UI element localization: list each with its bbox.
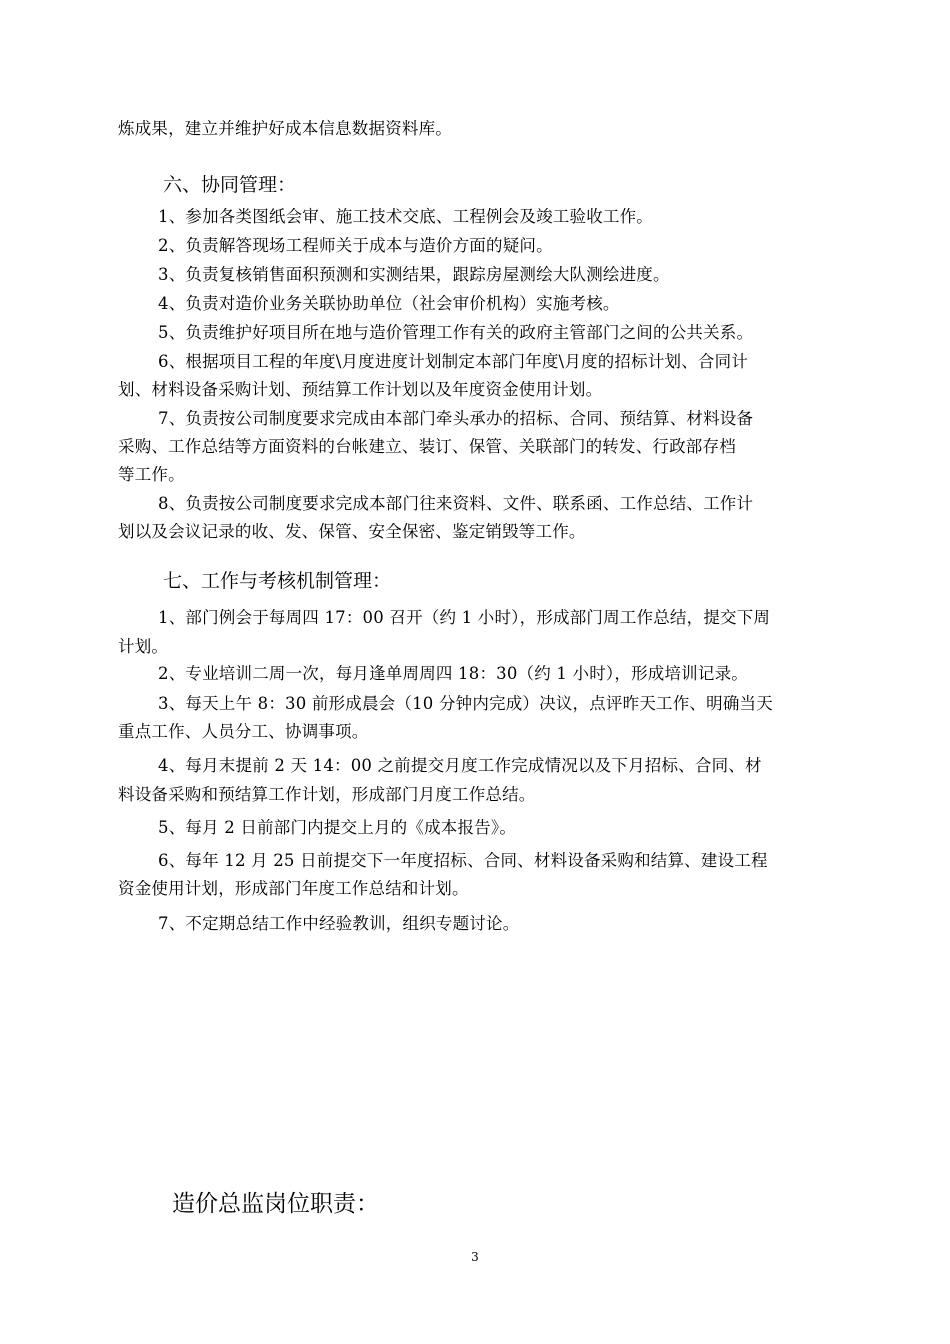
section-7-item-3-line-2: 重点工作、人员分工、协调事项。 xyxy=(118,722,369,741)
section-7-item-1-line-1: 1、部门例会于每周四 17：00 召开（约 1 小时），形成部门周工作总结，提交下周 xyxy=(158,608,771,627)
section-6-item-7-line-1: 7、负责按公司制度要求完成由本部门牵头承办的招标、合同、预结算、材料设备 xyxy=(158,409,754,428)
section-6-item-1: 1、参加各类图纸会审、施工技术交底、工程例会及竣工验收工作。 xyxy=(158,207,653,226)
section-7-item-4-line-2: 料设备采购和预结算工作计划，形成部门月度工作总结。 xyxy=(118,785,536,804)
section-6-heading: 六、协同管理： xyxy=(163,174,297,196)
section-7-item-4-line-1: 4、每月末提前 2 天 14：00 之前提交月度工作完成情况以及下月招标、合同、材 xyxy=(158,756,762,775)
section-7-item-6-line-1: 6、每年 12 月 25 日前提交下一年度招标、合同、材料设备采购和结算、建设工程 xyxy=(158,851,768,870)
section-6-item-6-line-2: 划、材料设备采购计划、预结算工作计划以及年度资金使用计划。 xyxy=(118,380,603,399)
section-7-item-3-line-1: 3、每天上午 8：30 前形成晨会（10 分钟内完成）决议，点评昨天工作、明确当天 xyxy=(158,694,773,713)
section-6-item-8-line-2: 划以及会议记录的收、发、保管、安全保密、鉴定销毁等工作。 xyxy=(118,522,586,541)
section-6-item-6-line-1: 6、根据项目工程的年度\月度进度计划制定本部门年度\月度的招标计划、合同计 xyxy=(158,352,749,371)
section-6-item-3: 3、负责复核销售面积预测和实测结果，跟踪房屋测绘大队测绘进度。 xyxy=(158,265,670,284)
section-7-item-7: 7、不定期总结工作中经验教训，组织专题讨论。 xyxy=(158,914,520,933)
page-number: 3 xyxy=(471,1250,479,1264)
section-7-item-1-line-2: 计划。 xyxy=(118,637,169,656)
section-6-item-7-line-3: 等工作。 xyxy=(118,465,185,484)
intro-text-line: 炼成果，建立并维护好成本信息数据资料库。 xyxy=(118,119,452,138)
section-6-item-2: 2、负责解答现场工程师关于成本与造价方面的疑问。 xyxy=(158,236,553,255)
section-7-item-5: 5、每月 2 日前部门内提交上月的《成本报告》。 xyxy=(158,818,517,837)
section-7-heading: 七、工作与考核机制管理： xyxy=(163,570,392,592)
section-7-item-6-line-2: 资金使用计划，形成部门年度工作总结和计划。 xyxy=(118,879,469,898)
next-section-heading: 造价总监岗位职责： xyxy=(172,1191,379,1217)
section-6-item-7-line-2: 采购、工作总结等方面资料的台帐建立、装订、保管、关联部门的转发、行政部存档 xyxy=(118,437,736,456)
section-6-item-8-line-1: 8、负责按公司制度要求完成本部门往来资料、文件、联系函、工作总结、工作计 xyxy=(158,494,754,513)
section-7-item-2: 2、专业培训二周一次，每月逢单周周四 18：30（约 1 小时），形成培训记录。 xyxy=(158,664,748,683)
section-6-item-4: 4、负责对造价业务关联协助单位（社会审价机构）实施考核。 xyxy=(158,294,620,313)
section-6-item-5: 5、负责维护好项目所在地与造价管理工作有关的政府主管部门之间的公共关系。 xyxy=(158,323,754,342)
